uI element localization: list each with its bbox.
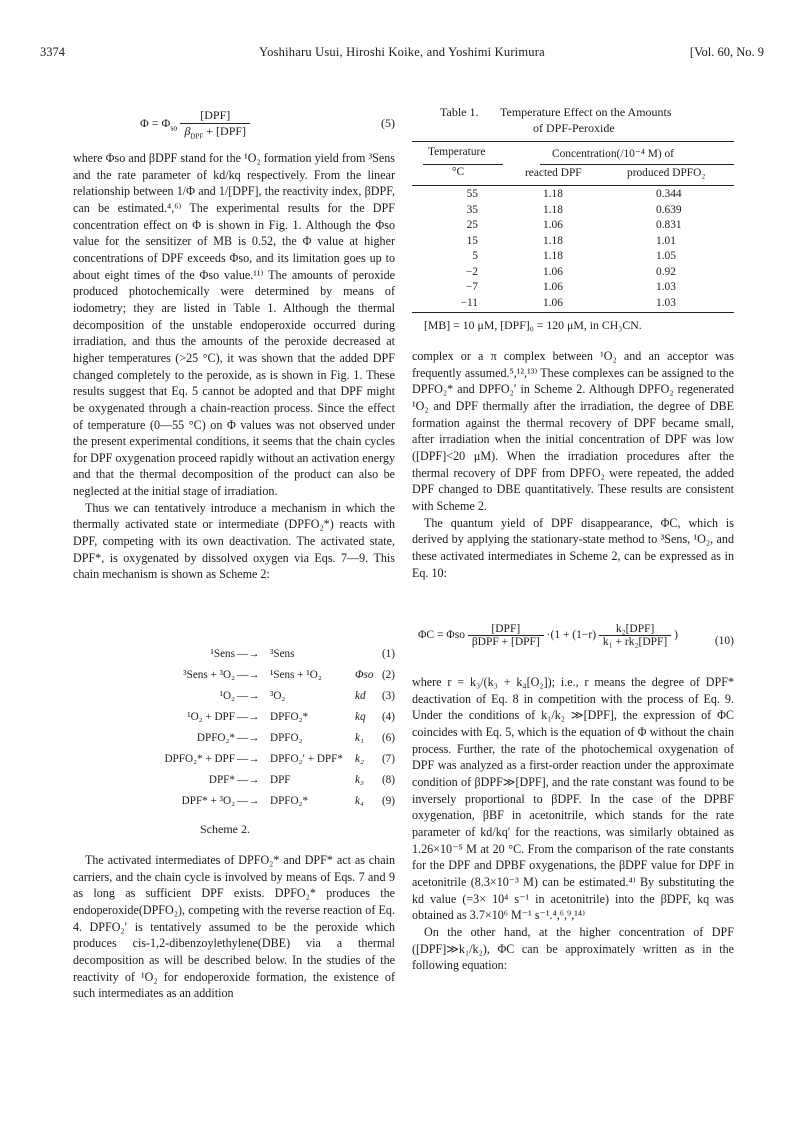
table-cell-temperature: 5: [472, 250, 478, 262]
table-top-rule: [412, 141, 734, 142]
table-cell-produced: 0.92: [656, 265, 676, 278]
scheme-products: DPFO₂*: [270, 795, 309, 807]
scheme-eq-number: (9): [381, 795, 395, 807]
scheme-2: [110, 648, 395, 816]
scheme-caption: Scheme 2.: [200, 822, 250, 836]
table-cell-temperature: 55: [466, 188, 478, 200]
table-cell-reacted: 1.06: [543, 265, 563, 278]
left-column-upper: [73, 150, 395, 583]
scheme-products: ³O₂: [270, 690, 286, 702]
scheme-reactants: DPFO₂* + DPF: [164, 753, 235, 765]
table-cell-produced: 0.639: [656, 203, 682, 216]
table-row: [412, 204, 734, 220]
table-span-rule: [540, 164, 734, 165]
scheme-products: DPFO₂: [270, 732, 303, 744]
table-temp-rule: [423, 164, 503, 165]
eq10-tail: ): [674, 629, 678, 642]
scheme-reactants: DPFO₂*: [196, 732, 235, 744]
col-reacted: reacted DPF: [525, 167, 582, 179]
eq10-number: (10): [714, 635, 734, 647]
table-row: [412, 188, 734, 204]
scheme-rate-constant: kd: [355, 690, 366, 702]
reaction-arrow-icon: —→: [237, 774, 260, 786]
page-number: 3374: [40, 45, 65, 59]
scheme-row: [110, 669, 395, 690]
right-column-lower: [412, 674, 734, 974]
table-cell-reacted: 1.06: [543, 296, 563, 309]
left-paragraph-3: The activated intermediates of DPFO₂* and DPF* act as chain carriers, and the chain cycle is involved by means of Eqs. 7 and 9 as long as sufficient DPF exists. DPFO₂* produces the endoperoxide(DPFO₂), competing with the reverse reaction of Eq. 4. DPFO₂′ is tentatively assumed to be the peroxide which produces cis-1,2-dibenzoylethylene(DBE) via a thermal decomposition as will be described below. In the studies of the reactivity of ¹O₂ for endoperoxide formation, the existence of such intermediates as an addition: [73, 853, 395, 1001]
author-line: Yoshiharu Usui, Hiroshi Koike, and Yoshimi Kurimura: [259, 45, 545, 59]
right-paragraph-4: On the other hand, at the higher concentration of DPF ([DPF]≫k₁/k₂), ΦC can be approximately written as in the following equation:: [412, 924, 734, 973]
scheme-eq-number: (4): [381, 711, 395, 723]
table-cell-produced: 1.03: [656, 296, 676, 309]
eq5-den-tail: + [DPF]: [203, 124, 247, 138]
col-temperature-unit: °C: [452, 166, 465, 178]
table-row: [412, 235, 734, 251]
left-column-lower: [73, 852, 395, 1002]
table-cell-produced: 0.831: [656, 219, 682, 231]
eq10-frac1-num: [DPF]: [468, 623, 544, 636]
table-1-title: [440, 104, 740, 136]
scheme-reactants: ¹O₂ + DPF: [187, 711, 235, 723]
eq5-lhs: Φ = Φ: [140, 115, 171, 130]
table-cell-produced: 0.344: [656, 188, 682, 200]
scheme-row: [110, 711, 395, 732]
table-1-note: [MB] = 10 μM, [DPF]₀ = 120 μM, in CH₃CN.: [424, 318, 642, 332]
equation-10: [418, 623, 734, 663]
table-cell-produced: 1.03: [656, 281, 676, 293]
scheme-row: [110, 648, 395, 669]
table-header-rule: [412, 185, 734, 186]
col-concentration: Concentration(/10⁻⁴ M) of: [552, 148, 674, 160]
scheme-rate-constant: kq: [355, 711, 366, 723]
table-1-title-line1: Temperature Effect on the Amounts: [500, 105, 672, 119]
scheme-rate-constant: k₂: [355, 753, 364, 765]
scheme-rate-constant: k₃: [355, 774, 364, 786]
eq5-sub: so: [170, 123, 178, 133]
table-1-body: [412, 188, 734, 312]
eq5-numerator: [DPF]: [180, 108, 250, 124]
table-1-label: Table 1.: [440, 105, 479, 119]
right-paragraph-2: The quantum yield of DPF disappearance, ΦC, which is derived by applying the stationary-state method to ³Sens, ¹O₂, and these activated intermediates in Scheme 2, can be expressed as in Eq. 10:: [412, 515, 734, 580]
table-cell-reacted: 1.06: [543, 219, 563, 231]
table-bottom-rule: [412, 312, 734, 313]
reaction-arrow-icon: —→: [237, 711, 260, 723]
scheme-rate-constant: Φso: [355, 669, 374, 681]
table-cell-temperature: 35: [466, 203, 478, 216]
scheme-row: [110, 690, 395, 711]
table-cell-reacted: 1.18: [543, 188, 563, 200]
reaction-arrow-icon: —→: [237, 753, 260, 765]
scheme-reactants: ¹O₂: [219, 690, 235, 702]
scheme-rate-constant: k₁: [355, 732, 364, 744]
table-cell-temperature: 15: [466, 234, 478, 247]
table-cell-temperature: −2: [465, 265, 478, 278]
scheme-row: [110, 774, 395, 795]
scheme-row: [110, 732, 395, 753]
eq10-frac1-den: βDPF + [DPF]: [471, 636, 540, 648]
scheme-products: DPFO₂*: [270, 711, 309, 723]
table-row: [412, 219, 734, 235]
table-row: [412, 297, 734, 313]
table-cell-produced: 1.01: [656, 234, 676, 247]
table-cell-reacted: 1.18: [543, 234, 563, 247]
eq10-fraction-1: [468, 623, 544, 648]
left-paragraph-1: where Φso and βDPF stand for the ¹O₂ formation yield from ³Sens and the rate parameter of kd/kq respectively. From the linear relationship between 1/Φ and 1/[DPF], the reactivity index, βDPF, can be estimated.⁴,⁶⁾ The experimental results for the DPF concentration effect on Φ is shown in Fig. 1. Although the Φso value for the sensitizer of MB is 0.52, the Φ value at higher concentrations of DPF exceeds Φso, and its limitation goes up to about eight times of the Φso value.¹¹⁾ The amounts of peroxide produced photochemically were determined by means of iodometry; they are listed in Table 1. Although the thermal decomposition of the unstable endoperoxide occurred during irradiation, and thus the amounts of the peroxide decreased at higher temperatures (>25 °C), it was shown that the added DPF changed completely to the peroxide, as is shown in Fig. 1. These results suggest that Eq. 5 cannot be adopted and that DPF might be oxygenated through a chain-reaction process. Since the effect of temperature (0—55 °C) on Φ values was not observed under the present experimental conditions, it seems that the chain cycles for DPF oxygenation proceed rapidly without an activation energy and that the thermal decomposition of the product can also be neglected at the initial stage of irradiation.: [73, 151, 395, 499]
left-paragraph-2: Thus we can tentatively introduce a mechanism in which the thermally activated state or intermediate (DPFO₂*) reacts with DPF, competing with its own deactivation. The activated state, DPF*, is oxygenated by dissolved oxygen via Eqs. 7—9. This chain mechanism is shown as Scheme 2:: [73, 500, 395, 582]
scheme-row: [110, 753, 395, 774]
scheme-products: DPFO₂′ + DPF*: [270, 753, 343, 765]
reaction-arrow-icon: —→: [237, 648, 260, 660]
table-row: [412, 250, 734, 266]
scheme-eq-number: (2): [381, 669, 395, 681]
table-cell-temperature: −7: [465, 281, 478, 293]
scheme-row: [110, 795, 395, 816]
equation-5: [140, 108, 395, 140]
right-paragraph-3: where r = k₃/(k₃ + k₄[O₂]); i.e., r means the degree of DPF* deactivation of Eq. 8 in competition with the process of Eq. 9. Under the conditions of k₁/k₂ ≫[DPF], the expression of ΦC coincides with Eq. 5, which is the equation of Φ without the chain process. Further, the rate of the photochemical oxygenation of DPF was analyzed as a first-order reaction under the approximate condition of βDPF≫[DPF], and the rate constant was found to be inversely proportional to βDPF. In the case of the DPBF oxygenation, βBF in acetonitrile, which stands for the rate parameter of kd/kq′ for the reactions, was similarly obtained as 1.26×10⁻⁵ M at 20 °C. From the comparison of the rate constants for the DPF and DPBF oxygenations, the βDPF value for DPF in acetonitrile (8.3×10⁻³ M) can be estimated.⁴⁾ By substituting the kd value (=3× 10⁴ s⁻¹ in acetonitrile) into the βDPF, kq was obtained as 3.7×10⁶ M⁻¹ s⁻¹.⁴,⁶,⁹,¹⁴⁾: [412, 675, 734, 923]
table-row: [412, 281, 734, 297]
scheme-eq-number: (7): [381, 753, 395, 765]
scheme-reactants: DPF*: [208, 774, 235, 786]
scheme-eq-number: (1): [381, 648, 395, 660]
scheme-eq-number: (8): [381, 774, 395, 786]
scheme-products: ³Sens: [270, 648, 295, 660]
right-paragraph-1: complex or a π complex between ¹O₂ and an acceptor was frequently assumed.⁵,¹²,¹³⁾ These complexes can be assigned to the DPFO₂* and DPFO₂′ in Scheme 2. Although DPFO₂ regenerated ¹O₂ and DPF thermally after the irradiation, the degree of DBE formation against the thermal recovery of DPF became small, after irradiation when the initial concentration of DPF was low ([DPF]<20 μM). When the irradiation procedures after the thermal recovery of DPF from DPFO₂ were repeated, the added DPF changed to DBE quantitatively. These results are consistent with Scheme 2.: [412, 349, 734, 513]
col-temperature: Temperature: [428, 146, 486, 158]
col-produced: produced DPFO₂: [627, 167, 706, 179]
reaction-arrow-icon: —→: [237, 669, 260, 681]
eq5-fraction: [180, 108, 250, 140]
scheme-reactants: ¹Sens: [210, 648, 235, 660]
eq10-fraction-2: [599, 623, 671, 648]
eq10-lhs: ΦC = Φso: [418, 629, 465, 642]
table-1-title-line2: of DPF-Peroxide: [533, 121, 615, 135]
eq5-beta: β: [184, 124, 191, 138]
scheme-reactants: ³Sens + ³O₂: [183, 669, 235, 681]
table-cell-reacted: 1.18: [543, 203, 563, 216]
scheme-products: DPF: [270, 774, 291, 786]
eq10-frac2-den: k₁ + rk₂[DPF]: [602, 636, 668, 648]
eq5-number: (5): [381, 116, 395, 130]
table-row: [412, 266, 734, 282]
table-cell-reacted: 1.06: [543, 281, 563, 293]
scheme-rate-constant: k₄: [355, 795, 364, 807]
table-cell-temperature: 25: [466, 219, 478, 231]
scheme-products: ¹Sens + ¹O₂: [270, 669, 322, 681]
scheme-eq-number: (6): [381, 732, 395, 744]
eq10-frac2-num: k₂[DPF]: [599, 623, 671, 636]
scheme-eq-number: (3): [381, 690, 395, 702]
reaction-arrow-icon: —→: [237, 795, 260, 807]
volume-label: [Vol. 60, No. 9: [689, 45, 764, 59]
reaction-arrow-icon: —→: [237, 732, 260, 744]
eq5-denominator-wrap: [180, 124, 250, 140]
running-head: [40, 45, 764, 65]
table-cell-produced: 1.05: [656, 250, 676, 262]
reaction-arrow-icon: —→: [237, 690, 260, 702]
table-cell-reacted: 1.18: [543, 250, 563, 262]
right-column-upper: [412, 348, 734, 581]
eq5-beta-sub: DPF: [190, 132, 204, 141]
table-cell-temperature: −11: [460, 296, 478, 309]
scheme-reactants: DPF* + ³O₂: [181, 795, 235, 807]
eq10-mid: ·(1 + (1−r): [546, 629, 597, 642]
